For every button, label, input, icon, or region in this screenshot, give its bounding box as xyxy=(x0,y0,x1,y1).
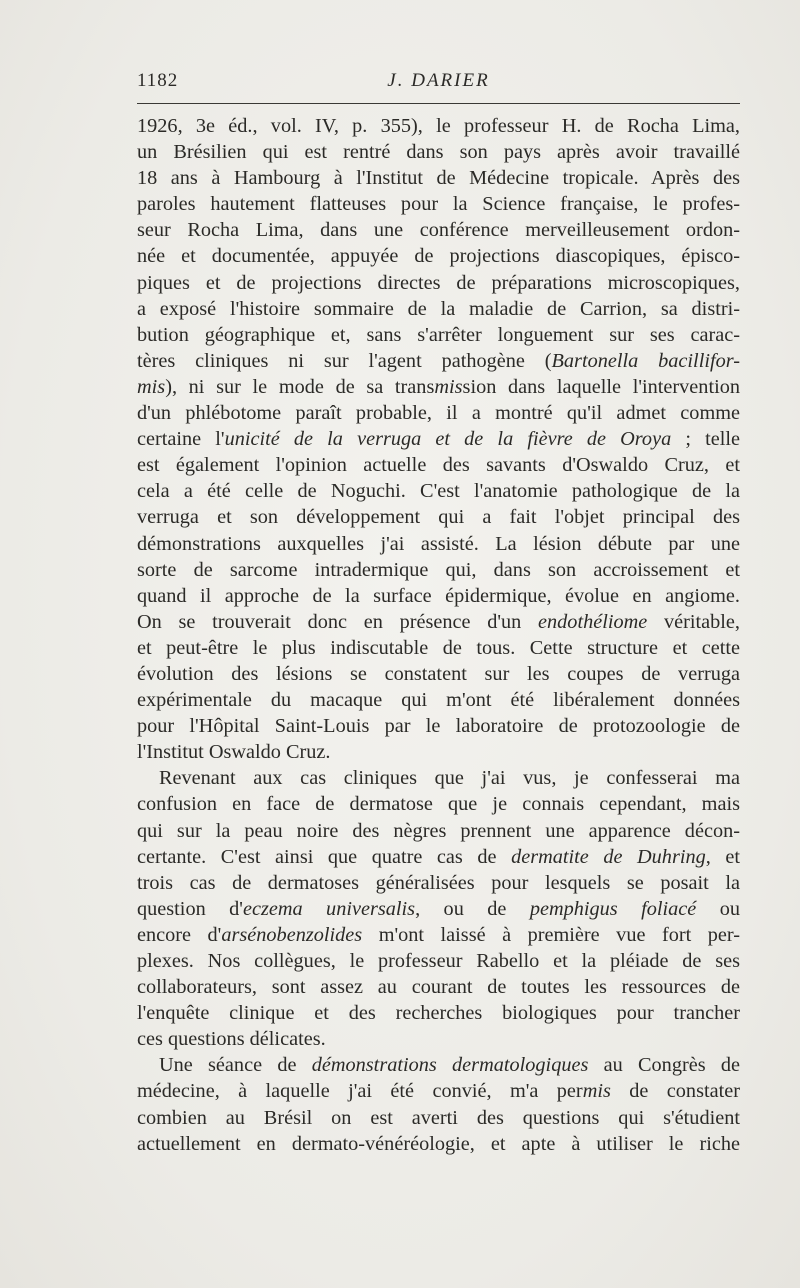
text-line: tères cliniques ni sur l'agent pathogène (Bartonella bacillifor- xyxy=(137,349,740,372)
text-line: plexes. Nos collègues, le professeur Rabello et la pléiade de ses xyxy=(137,950,740,972)
body-text xyxy=(137,113,740,1157)
paragraph xyxy=(137,765,740,1052)
text-line: 18 ans à Hambourg à l'Institut de Médecine tropicale. Après des xyxy=(137,167,740,190)
header-rule xyxy=(137,103,740,104)
text-line: bution géographique et, sans s'arrêter longuement sur ses carac- xyxy=(137,323,740,346)
text-line: encore d'arsénobenzolides m'ont laissé à première vue fort per- xyxy=(137,923,740,946)
text-line: certante. C'est ainsi que quatre cas de dermatite de Duhring, et xyxy=(137,845,741,868)
text-line: l'Institut Oswaldo Cruz. xyxy=(137,741,331,764)
text-line: est également l'opinion actuelle des savants d'Oswaldo Cruz, et xyxy=(137,454,740,477)
text-line: verruga et son développement qui a fait l'objet principal des xyxy=(137,506,740,529)
text-line: médecine, à laquelle j'ai été convié, m'a permis de constater xyxy=(137,1080,740,1103)
text-line: quand il approche de la surface épidermique, évolue en angiome. xyxy=(137,584,740,607)
text-line: question d'eczema universalis, ou de pemphigus foliacé ou xyxy=(137,897,740,920)
text-line: paroles hautement flatteuses pour la Science française, le profes- xyxy=(137,193,740,216)
text-line: cela a été celle de Noguchi. C'est l'anatomie pathologique de la xyxy=(137,480,740,503)
text-line: confusion en face de dermatose que je connais cependant, mais xyxy=(137,793,740,816)
text-line: actuellement en dermato-vénéréologie, et apte à utiliser le riche xyxy=(137,1132,740,1155)
paragraph xyxy=(137,113,740,765)
paragraph xyxy=(137,1052,740,1156)
text-line: et peut-être le plus indiscutable de tous. Cette structure et cette xyxy=(137,636,740,659)
page-number: 1182 xyxy=(137,70,179,91)
text-line: sorte de sarcome intradermique qui, dans son accroissement et xyxy=(137,558,740,581)
text-line: mis), ni sur le mode de sa transmission dans laquelle l'intervention xyxy=(137,375,740,398)
page-header xyxy=(137,70,740,94)
text-line: un Brésilien qui est rentré dans son pays après avoir travaillé xyxy=(137,141,740,164)
text-line: On se trouverait donc en présence d'un endothéliome véritable, xyxy=(137,610,740,633)
text-line: évolution des lésions se constatent sur les coupes de verruga xyxy=(137,662,740,685)
text-line: 1926, 3e éd., vol. IV, p. 355), le professeur H. de Rocha Lima, xyxy=(137,115,740,137)
text-line: Une séance de démonstrations dermatologiques au Congrès de xyxy=(159,1054,741,1077)
text-line: a exposé l'histoire sommaire de la maladie de Carrion, sa distri- xyxy=(137,297,740,320)
text-line: piques et de projections directes de préparations microscopiques, xyxy=(137,271,740,294)
text-line: ces questions délicates. xyxy=(137,1028,326,1051)
text-line: qui sur la peau noire des nègres prennent une apparence décon- xyxy=(137,819,740,842)
text-line: l'enquête clinique et des recherches biologiques pour trancher xyxy=(137,1002,740,1025)
text-line: Revenant aux cas cliniques que j'ai vus, je confesserai ma xyxy=(159,767,740,790)
text-line: collaborateurs, sont assez au courant de toutes les ressources de xyxy=(137,976,740,999)
text-line: démonstrations auxquelles j'ai assisté. La lésion débute par une xyxy=(137,532,740,555)
text-line: trois cas de dermatoses généralisées pour lesquels se posait la xyxy=(137,871,740,894)
text-line: seur Rocha Lima, dans une conférence merveilleusement ordon- xyxy=(137,219,740,242)
running-head: J. DARIER xyxy=(387,70,490,91)
text-line: expérimentale du macaque qui m'ont été libéralement données xyxy=(137,689,740,712)
text-line: pour l'Hôpital Saint-Louis par le laboratoire de protozoologie de xyxy=(137,715,740,738)
text-line: d'un phlébotome paraît probable, il a montré qu'il admet comme xyxy=(137,402,740,425)
text-line: combien au Brésil on est averti des questions qui s'étudient xyxy=(137,1106,740,1129)
text-line: certaine l'unicité de la verruga et de la fièvre de Oroya ; telle xyxy=(137,428,741,451)
text-line: née et documentée, appuyée de projections diascopiques, épisco- xyxy=(137,245,740,268)
